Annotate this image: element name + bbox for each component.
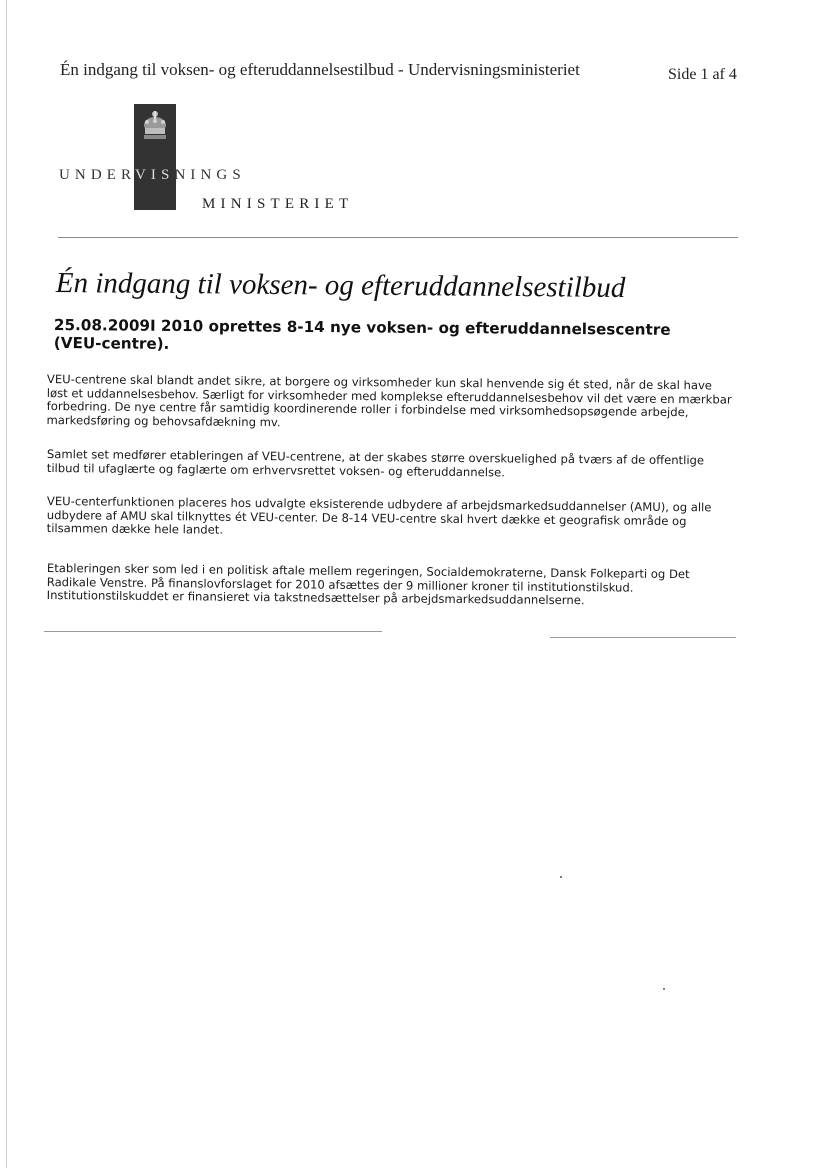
logo-emblem [134,104,176,210]
logo-wordmark-line2: MINISTERIET [202,196,354,212]
logo-text-under: UNDER [59,167,135,183]
footer-divider-right [550,637,736,638]
page-number: Side 1 af 4 [668,66,737,83]
logo-text-vis: VIS [134,167,175,183]
article-title: Én indgang til voksen- og efteruddannelsestilbud [55,267,626,304]
header-divider [58,237,738,238]
paragraph: VEU-centrene skal blandt andet sikre, at borgere og virksomheder kun skal henvende sig ét sted, når de skal have løst et uddannelsesbehov. Særligt for virksomheder med komplekse efteruddannelsesbehov vil det være en mærkbar forbedring. De nye centre får samtidig koordinerende roller i forbindelse med virksomhedsopsøgende arbejde, markedsføring og behovsafdækning mv. [46,372,732,429]
article-subtitle: 25.08.2009I 2010 oprettes 8-14 nye voksen- og efteruddannelsescentre (VEU-centre). [53,316,671,353]
paragraph: Samlet set medfører etableringen af VEU-centrene, at der skabes større overskuelighed på tværs af de offentlige tilbud til ufaglærte og faglærte om erhvervsrettet voksen- og efteruddannelse. [46,447,705,479]
scan-speck [663,988,665,990]
footer-divider-left [44,631,382,632]
paragraph: VEU-centerfunktionen placeres hos udvalgte eksisterende udbydere af arbejdsmarkedsuddannelser (AMU), og alle udbydere af AMU skal tilknyttes ét VEU-center. De 8-14 VEU-centre skal hvert dække et geografisk område og tilsammen dække hele landet. [46,494,712,537]
scan-speck [560,876,562,878]
logo-wordmark-line1 [59,167,246,184]
scan-edge-line [6,0,7,1168]
header-title: Én indgang til voksen- og efteruddannelsestilbud - Undervisningsministeriet [60,60,580,79]
crown-icon [140,110,170,142]
logo-text-nings: NINGS [174,167,246,183]
paragraph: Etableringen sker som led i en politisk aftale mellem regeringen, Socialdemokraterne, Dansk Folkeparti og Det Radikale Venstre. På finanslovforslaget for 2010 afsættes der 9 millioner kroner til institutionstilskud. Institutionstilskuddet er finansieret via takstnedsættelser på arbejdsmarkedsuddannelserne. [46,561,690,608]
